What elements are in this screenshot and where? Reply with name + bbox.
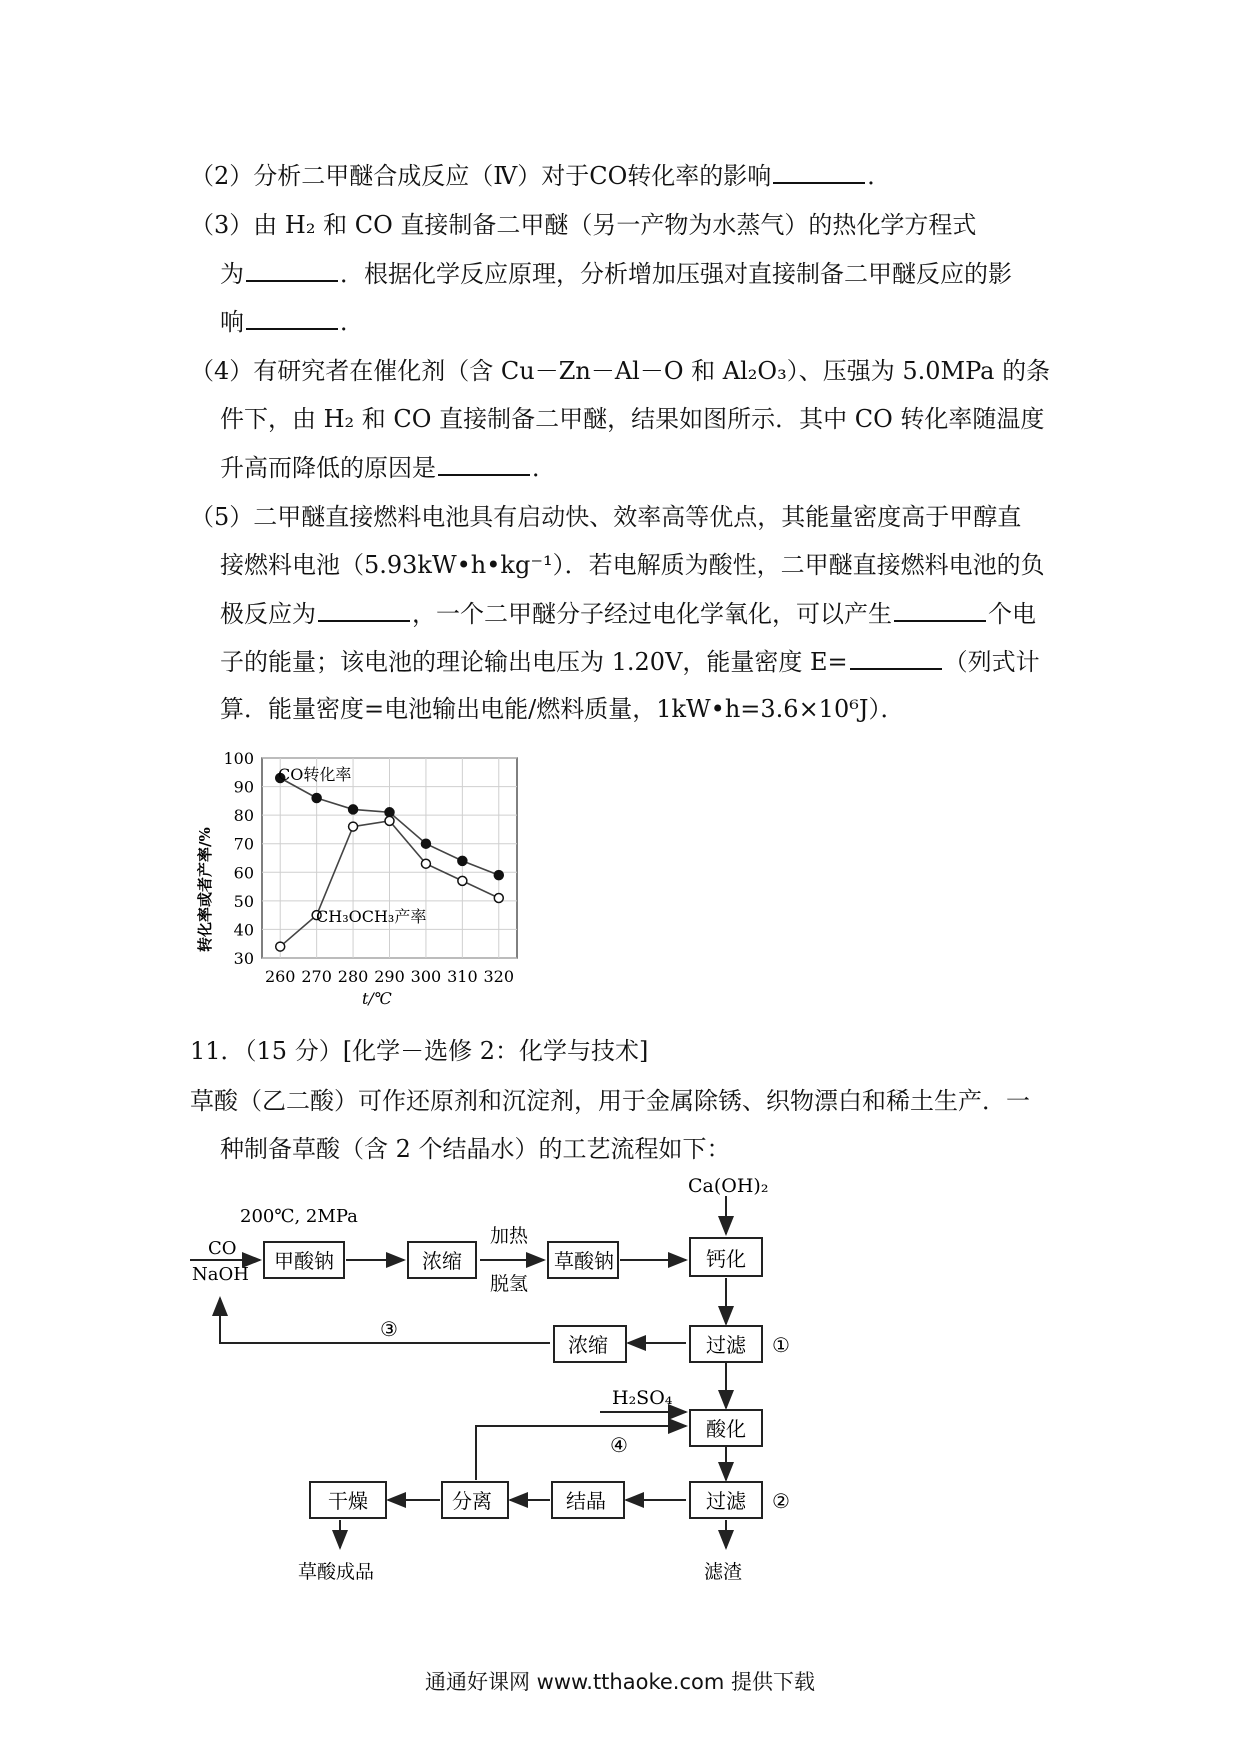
question-5-line5: 算．能量密度=电池输出电能/燃料质量，1kW•h=3.6×10⁶J）． xyxy=(220,695,905,723)
x-tick-label: 280 xyxy=(337,967,369,986)
box-concentrate-2 xyxy=(554,1326,626,1362)
marker-1: ① xyxy=(772,1333,790,1357)
x-tick-label: 270 xyxy=(301,967,332,986)
box-filter-2 xyxy=(690,1482,762,1518)
y-tick-labels xyxy=(223,749,254,968)
question-3-line2: 为 ．根据化学反应原理，分析增加压强对直接制备二甲醚反应的影 xyxy=(220,260,1012,288)
output-oxalic-acid-product: 草酸成品 xyxy=(298,1561,375,1583)
legend-co-conversion: CO转化率 xyxy=(278,765,352,784)
y-tick-label: 50 xyxy=(233,891,254,911)
x-tick-label: 290 xyxy=(374,967,405,986)
svg-text:干燥: 干燥 xyxy=(328,1489,368,1513)
y-tick-label: 70 xyxy=(233,834,254,854)
question-11-line2: 种制备草酸（含 2 个结晶水）的工艺流程如下： xyxy=(220,1135,731,1163)
input-naoh: NaOH xyxy=(192,1264,249,1285)
x-tick-label: 320 xyxy=(483,967,515,986)
box-sodium-oxalate xyxy=(548,1242,618,1278)
answer-blank[interactable] xyxy=(246,306,338,330)
y-axis-label: 转化率或者产率/% xyxy=(196,827,214,952)
co-conversion-point xyxy=(385,808,394,817)
svg-text:过滤: 过滤 xyxy=(706,1333,746,1357)
y-tick-label: 40 xyxy=(233,920,254,940)
y-tick-label: 100 xyxy=(223,749,254,768)
label-heat: 加热 xyxy=(490,1225,529,1247)
input-sulfuric-acid: H₂SO₄ xyxy=(612,1387,673,1409)
dme-yield-point xyxy=(276,942,285,951)
box-crystallization xyxy=(552,1482,624,1518)
question-5-line4: 子的能量；该电池的理论输出电压为 1.20V，能量密度 E= （列式计 xyxy=(220,648,1040,676)
answer-blank[interactable] xyxy=(850,646,942,670)
x-tick-label: 310 xyxy=(447,967,478,986)
box-separation xyxy=(442,1482,508,1518)
answer-blank[interactable] xyxy=(773,160,865,184)
box-concentrate-1 xyxy=(408,1242,476,1278)
input-calcium-hydroxide: Ca(OH)₂ xyxy=(688,1175,769,1197)
svg-text:钙化: 钙化 xyxy=(706,1247,746,1271)
box-drying xyxy=(310,1482,386,1518)
x-tick-labels xyxy=(265,967,514,986)
reaction-condition: 200℃, 2MPa xyxy=(240,1206,358,1227)
input-co: CO xyxy=(208,1238,237,1259)
question-11-title: 11．（15 分）[化学－选修 2：化学与技术] xyxy=(190,1037,649,1065)
question-4-line1: （4）有研究者在催化剂（含 Cu－Zn－Al－O 和 Al₂O₃）、压强为 5.0MPa 的条 xyxy=(190,357,1051,385)
answer-blank[interactable] xyxy=(318,598,410,622)
dme-yield-point xyxy=(458,876,467,885)
marker-4: ④ xyxy=(610,1433,628,1457)
question-4-line2: 件下，由 H₂ 和 CO 直接制备二甲醚，结果如图所示．其中 CO 转化率随温度 xyxy=(220,405,1045,433)
x-tick-label: 260 xyxy=(264,967,296,986)
question-3-line1: （3）由 H₂ 和 CO 直接制备二甲醚（另一产物为水蒸气）的热化学方程式 xyxy=(190,211,977,239)
co-conversion-point xyxy=(421,839,430,848)
svg-text:浓缩: 浓缩 xyxy=(568,1333,608,1357)
q2-text: （2）分析二甲醚合成反应（Ⅳ）对于CO转化率的影响 xyxy=(190,162,772,190)
svg-text:分离: 分离 xyxy=(452,1489,492,1513)
svg-text:草酸钠: 草酸钠 xyxy=(554,1249,614,1273)
co-conversion-point xyxy=(494,871,503,880)
question-2: （2）分析二甲醚合成反应（Ⅳ）对于CO转化率的影响 ． xyxy=(190,162,892,190)
marker-2: ② xyxy=(772,1489,790,1513)
y-tick-label: 80 xyxy=(233,806,254,826)
legend-dme-yield: CH₃OCH₃产率 xyxy=(316,907,427,926)
co-conversion-point xyxy=(312,794,321,803)
box-sodium-formate xyxy=(264,1242,344,1278)
answer-blank[interactable] xyxy=(438,452,530,476)
svg-text:酸化: 酸化 xyxy=(706,1417,746,1441)
marker-3: ③ xyxy=(380,1317,398,1341)
answer-blank[interactable] xyxy=(894,598,986,622)
dme-yield-point xyxy=(421,859,430,868)
dme-yield-point xyxy=(385,816,394,825)
co-conversion-point xyxy=(349,805,358,814)
question-11-line1: 草酸（乙二酸）可作还原剂和沉淀剂，用于金属除锈、织物漂白和稀土生产．一 xyxy=(190,1087,1030,1115)
svg-text:甲酸钠: 甲酸钠 xyxy=(274,1249,334,1273)
box-filter-1 xyxy=(690,1326,762,1362)
output-residue: 滤渣 xyxy=(704,1561,743,1583)
svg-text:结晶: 结晶 xyxy=(566,1489,606,1513)
question-5-line2: 接燃料电池（5.93kW•h•kg⁻¹）．若电解质为酸性，二甲醚直接燃料电池的负 xyxy=(220,551,1045,579)
label-dehydrogenation: 脱氢 xyxy=(490,1273,529,1295)
y-tick-label: 60 xyxy=(233,863,254,883)
question-5-line3: 极反应为 ，一个二甲醚分子经过电化学氧化，可以产生 个电 xyxy=(220,600,1036,628)
page-footer: 通通好课网 www.tthaoke.com 提供下载 xyxy=(425,1670,815,1694)
co-conversion-point xyxy=(458,856,467,865)
y-tick-label: 90 xyxy=(233,777,254,797)
conversion-yield-chart xyxy=(192,742,532,1007)
box-calcification xyxy=(690,1238,762,1276)
answer-blank[interactable] xyxy=(246,258,338,282)
box-acidification xyxy=(690,1410,762,1446)
svg-text:过滤: 过滤 xyxy=(706,1489,746,1513)
x-axis-label: t/℃ xyxy=(362,989,392,1008)
x-tick-label: 300 xyxy=(410,967,442,986)
question-4-line3: 升高而降低的原因是 ． xyxy=(220,454,556,482)
dme-yield-point xyxy=(349,822,358,831)
svg-text:浓缩: 浓缩 xyxy=(422,1249,462,1273)
question-5-line1: （5）二甲醚直接燃料电池具有启动快、效率高等优点，其能量密度高于甲醇直 xyxy=(190,503,1022,531)
dme-yield-point xyxy=(494,894,503,903)
y-tick-label: 30 xyxy=(233,949,254,968)
question-3-line3: 响 ． xyxy=(220,308,364,336)
process-flowchart xyxy=(180,1175,820,1610)
